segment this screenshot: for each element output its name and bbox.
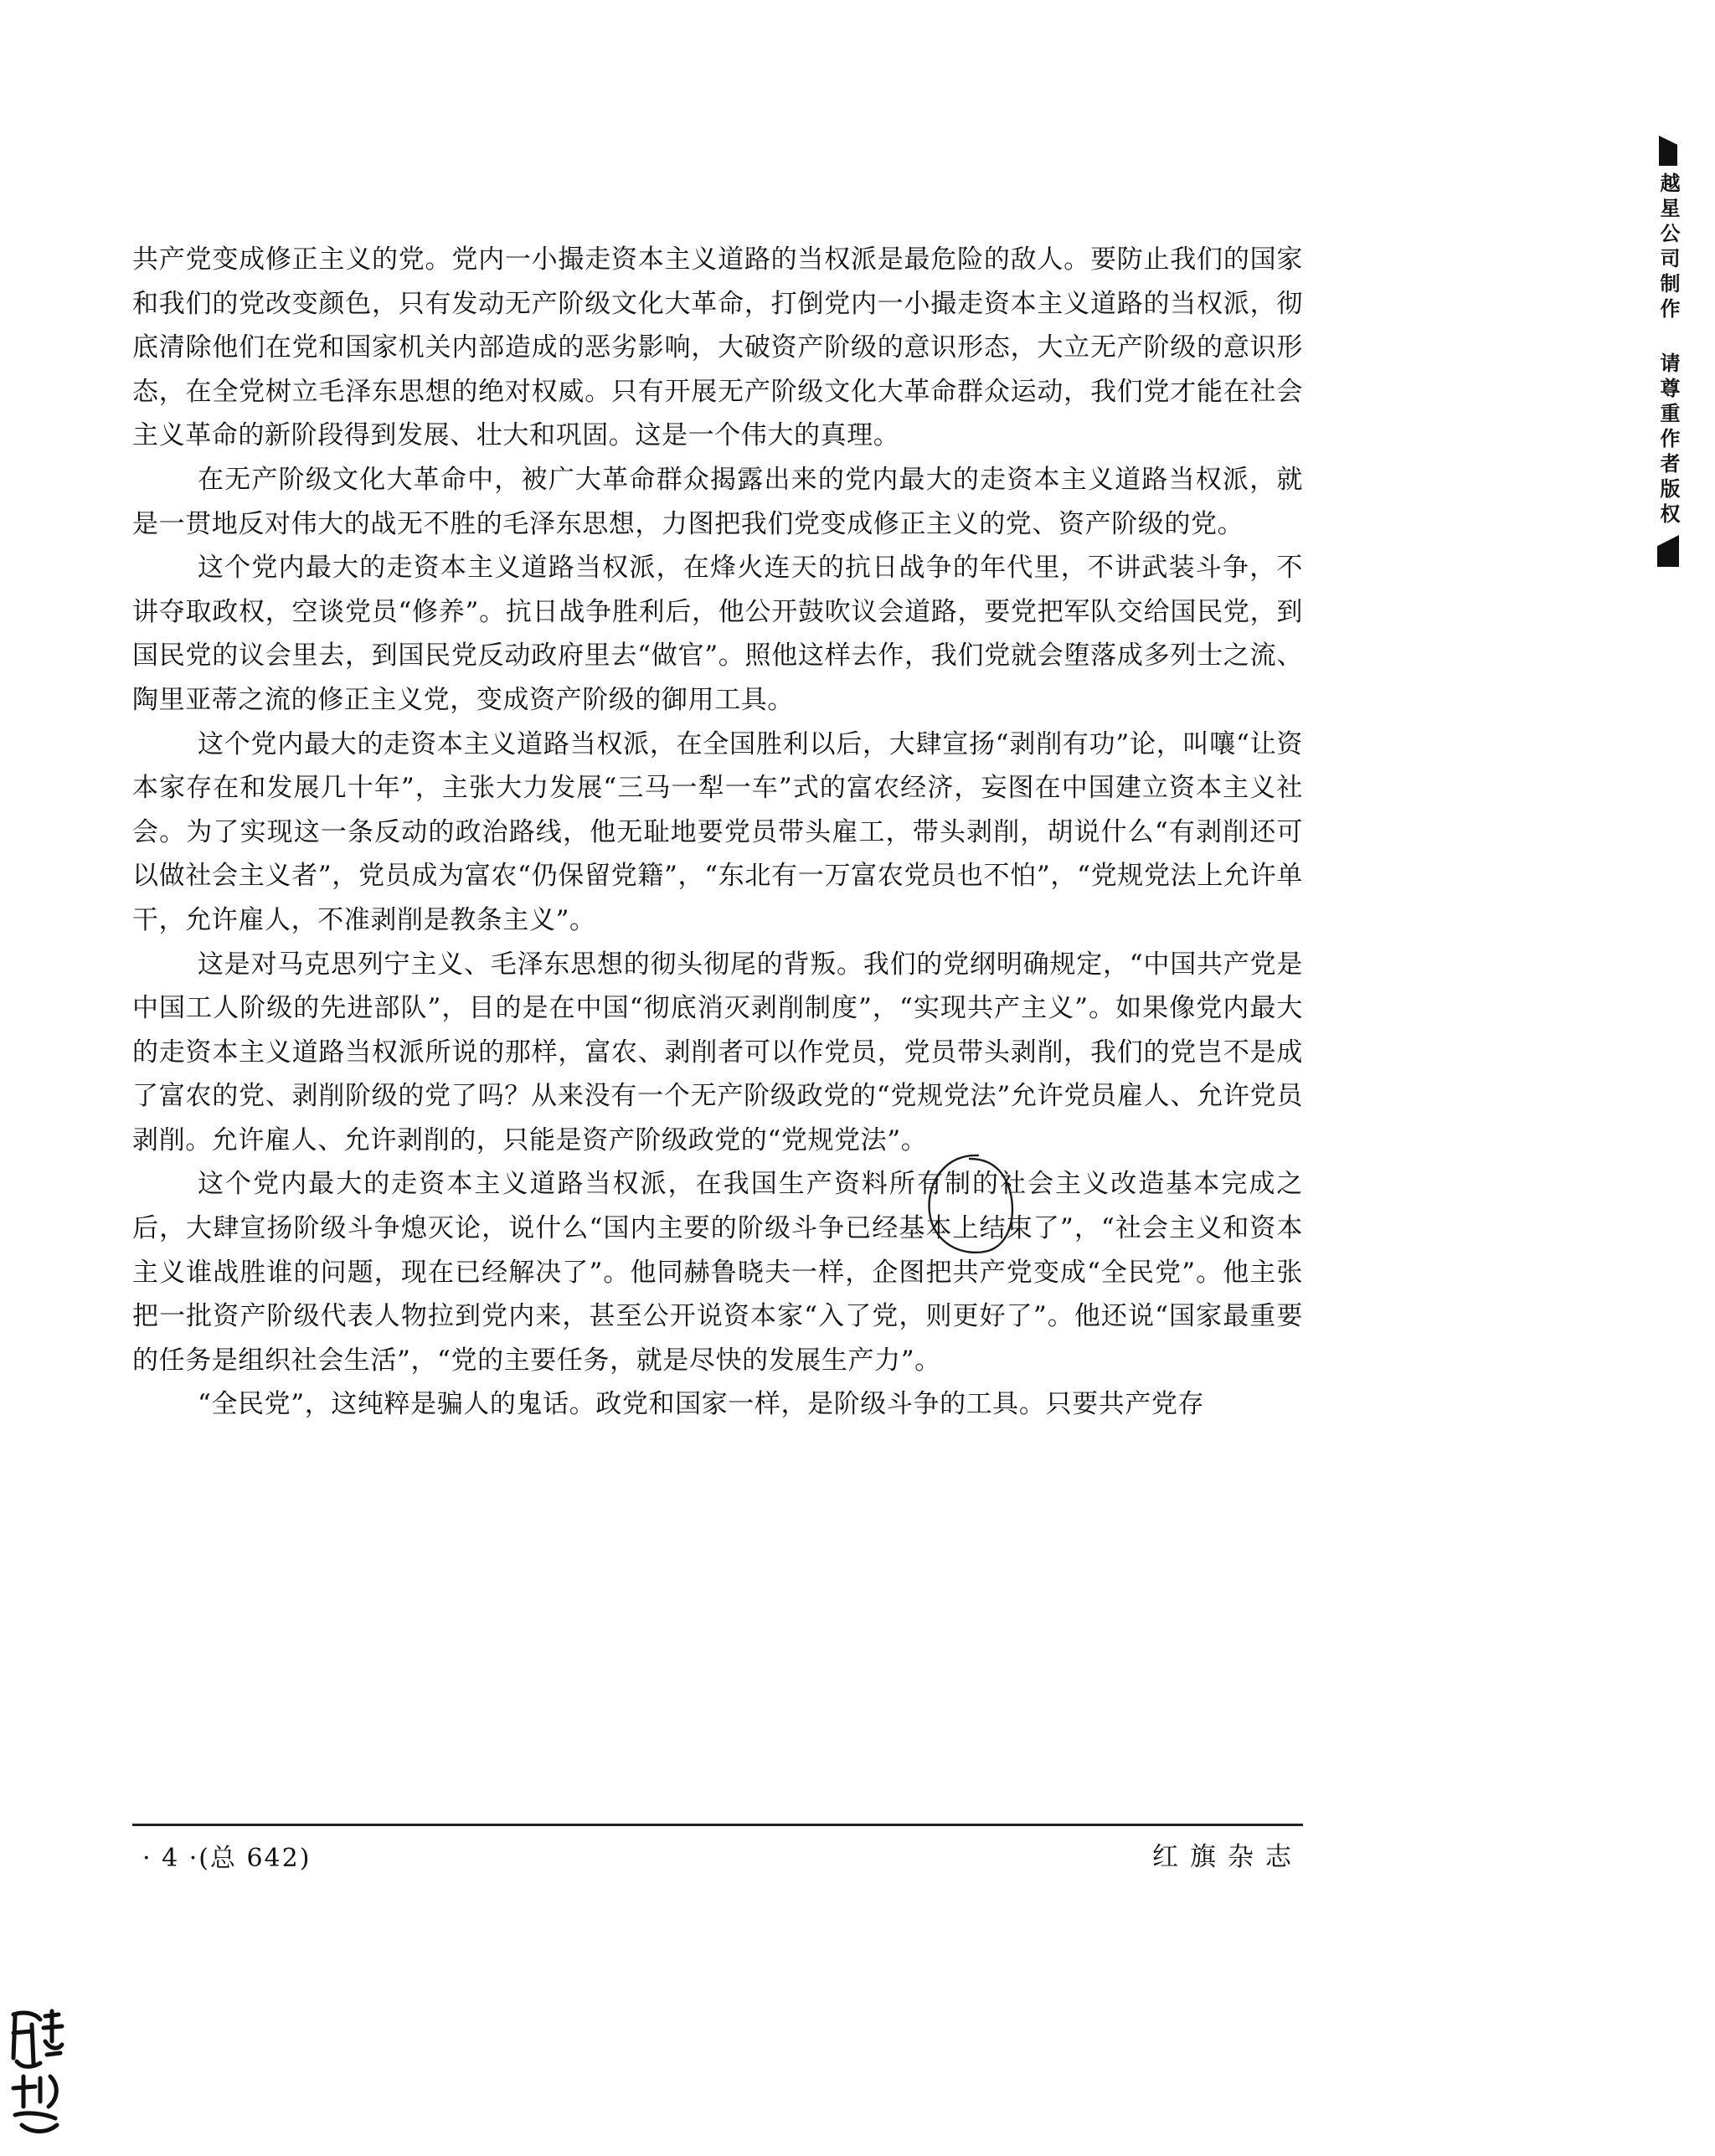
footer-rule <box>132 1824 1303 1826</box>
paragraph: 这是对马克思列宁主义、毛泽东思想的彻头彻尾的背叛。我们的党纲明确规定，“中国共产党是中国工人阶级的先进部队”，目的是在中国“彻底消灭剥削制度”，“实现共产主义”。如果像党内最大的走资本主义道路当权派所说的那样，富农、剥削者可以作党员，党员带头剥削，我们的党岂不是成了富农的党、剥削阶级的党了吗？从来没有一个无产阶级政党的“党规党法”允许党员雇人、允许党员剥削。允许雇人、允许剥削的，只能是资产阶级政党的“党规党法”。 <box>132 949 1303 1155</box>
journal-name: 红旗杂志 <box>1152 1842 1303 1872</box>
paragraph: 共产党变成修正主义的党。党内一小撮走资本主义道路的当权派是最危险的敌人。要防止我们的国家和我们的党改变颜色，只有发动无产阶级文化大革命，打倒党内一小撮走资本主义道路的当权派，彻底清除他们在党和国家机关内部造成的恶劣影响，大破资产阶级的意识形态，大立无产阶级的意识形态，在全党树立毛泽东思想的绝对权威。只有开展无产阶级文化大革命群众运动，我们党才能在社会主义革命的新阶段得到发展、壮大和巩固。这是一个伟大的真理。 <box>132 244 1303 451</box>
handwritten-circle-mark <box>919 1150 1020 1261</box>
seal-stamp <box>7 2008 65 2138</box>
strip-bottom-marker <box>1657 535 1679 567</box>
paragraph: 在无产阶级文化大革命中，被广大革命群众揭露出来的党内最大的走资本主义道路当权派，就是一贯地反对伟大的战无不胜的毛泽东思想，力图把我们党变成修正主义的党、资产阶级的党。 <box>132 464 1303 539</box>
copyright-side-strip <box>1651 136 1685 567</box>
paragraph: 这个党内最大的走资本主义道路当权派，在我国生产资料所有制的社会主义改造基本完成之后，大肆宣扬阶级斗争熄灭论，说什么“国内主要的阶级斗争已经基本上结束了”，“社会主义和资本主义谁战胜谁的问题，现在已经解决了”。他同赫鲁晓夫一样，企图把共产党变成“全民党”。他主张把一批资产阶级代表人物拉到党内来，甚至公开说资本家“入了党，则更好了”。他还说“国家最重要的任务是组织社会生活”，“党的主要任务，就是尽快的发展生产力”。 <box>132 1169 1303 1376</box>
page-folio: · 4 ·(总 642) <box>142 1844 312 1873</box>
strip-top-marker <box>1659 136 1677 166</box>
paragraph: 这个党内最大的走资本主义道路当权派，在烽火连天的抗日战争的年代里，不讲武装斗争，不讲夺取政权，空谈党员“修养”。抗日战争胜利后，他公开鼓吹议会道路，要党把军队交给国民党，到国民党的议会里去，到国民党反动政府里去“做官”。照他这样去作，我们党就会堕落成多列士之流、陶里亚蒂之流的修正主义党，变成资产阶级的御用工具。 <box>132 553 1303 715</box>
paragraph: 这个党内最大的走资本主义道路当权派，在全国胜利以后，大肆宣扬“剥削有功”论，叫嚷“让资本家存在和发展几十年”，主张大力发展“三马一犁一车”式的富农经济，妄图在中国建立资本主义社会。为了实现这一条反动的政治路线，他无耻地要党员带头雇工，带头剥削，胡说什么“有剥削还可以做社会主义者”，党员成为富农“仍保留党籍”，“东北有一万富农党员也不怕”，“党规党法上允许单干，允许雇人，不准剥削是教条主义”。 <box>132 728 1303 935</box>
article-body <box>132 238 1303 1427</box>
paragraph: “全民党”，这纯粹是骗人的鬼话。政党和国家一样，是阶级斗争的工具。只要共产党存 <box>198 1389 1205 1420</box>
copyright-notice: 越星公司制作 请尊重作者版权 <box>1656 172 1681 528</box>
